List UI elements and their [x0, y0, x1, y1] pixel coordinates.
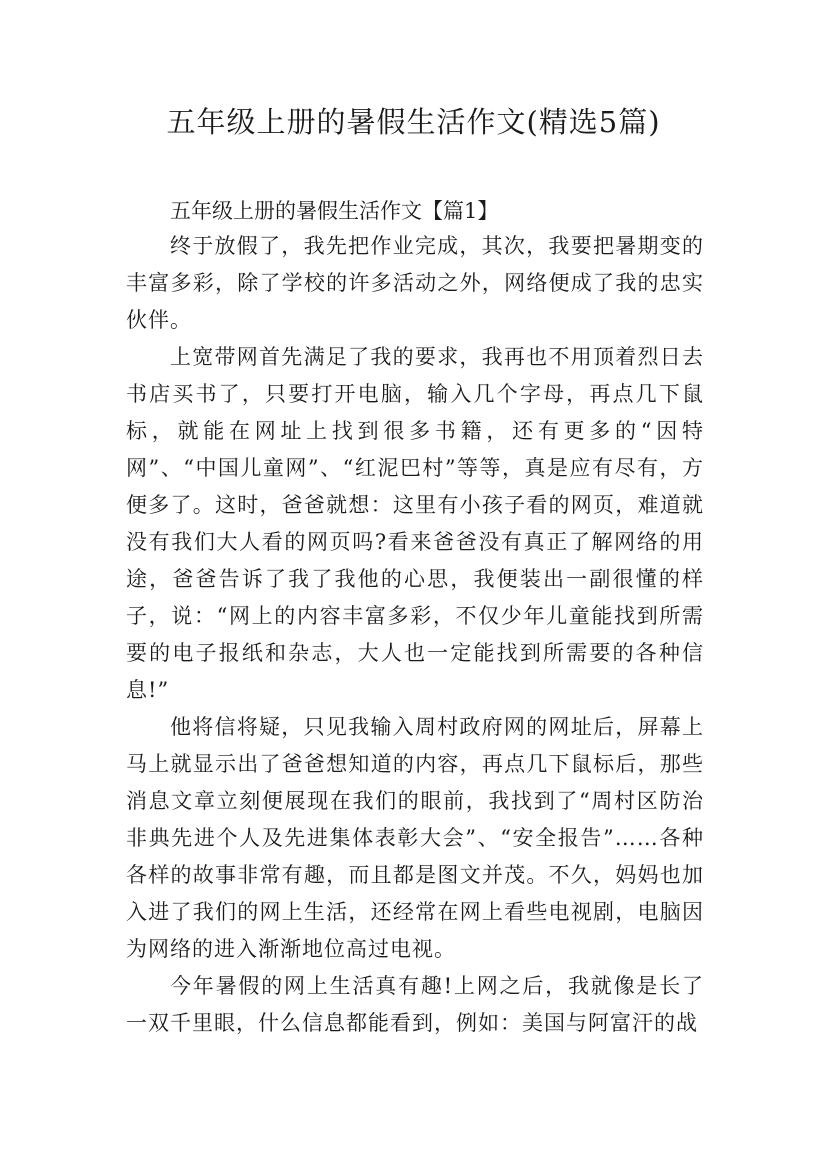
section-heading: 五年级上册的暑假生活作文【篇1】	[170, 199, 499, 223]
paragraph-1: 终于放假了，我先把作业完成，其次，我要把暑期变的丰富多彩，除了学校的许多活动之外，网络便成了我的忠实伙伴。	[126, 234, 704, 332]
document-body	[126, 196, 704, 1042]
paragraph-3: 他将信将疑，只见我输入周村政府网的网址后，屏幕上马上就显示出了爸爸想知道的内容，再点几下鼠标后，那些消息文章立刻便展现在我们的眼前，我找到了“周村区防治非典先进个人及先进集体表彰大会”、“安全报告”……各种各样的故事非常有趣，而且都是图文并茂。不久，妈妈也加入进了我们的网上生活，还经常在网上看些电视剧，电脑因为网络的进入渐渐地位高过电视。	[126, 715, 704, 961]
document-title: 五年级上册的暑假生活作文(精选5篇)	[166, 105, 661, 139]
paragraph-2: 上宽带网首先满足了我的要求，我再也不用顶着烈日去书店买书了，只要打开电脑，输入几个字母，再点几下鼠标，就能在网址上找到很多书籍，还有更多的“因特网”、“中国儿童网”、“红泥巴村”等等，真是应有尽有，方便多了。这时，爸爸就想：这里有小孩子看的网页，难道就没有我们大人看的网页吗?看来爸爸没有真正了解网络的用途，爸爸告诉了我了我他的心思，我便装出一副很懂的样子，说：“网上的内容丰富多彩，不仅少年儿童能找到所需要的电子报纸和杂志，大人也一定能找到所需要的各种信息!”	[126, 345, 704, 702]
paragraph-4: 今年暑假的网上生活真有趣!上网之后，我就像是长了一双千里眼，什么信息都能看到，例如：美国与阿富汗的战	[126, 974, 704, 1035]
